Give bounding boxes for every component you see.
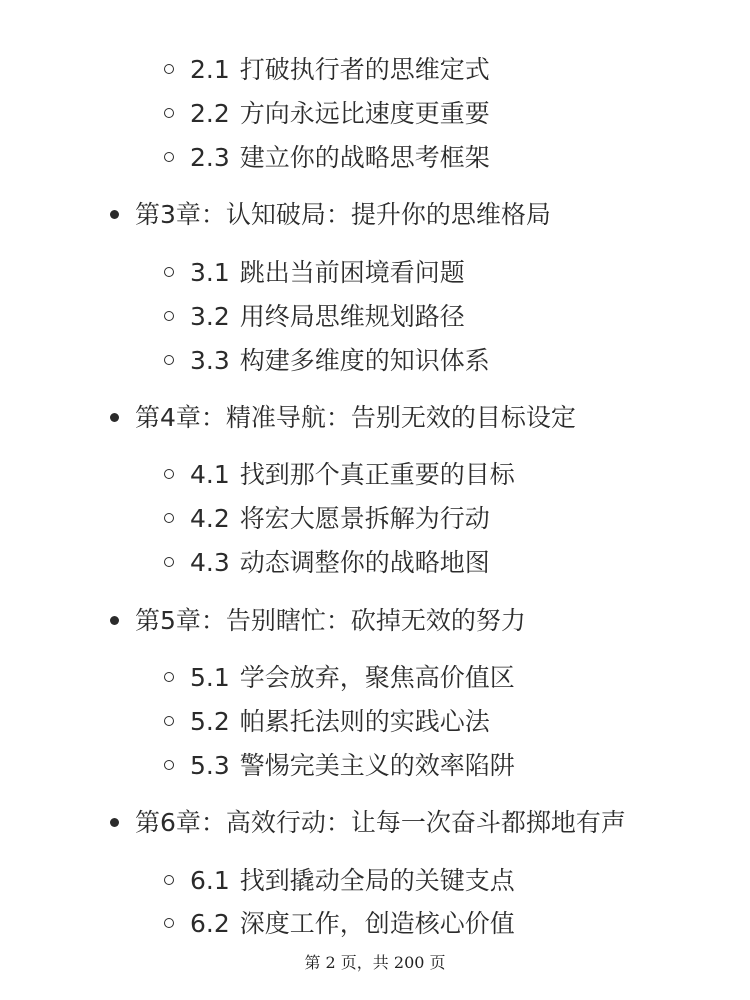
toc-subsection-title: 帕累托法则的实践心法 [239, 707, 490, 736]
toc-subsection-2-2[interactable] [164, 94, 490, 134]
toc-subsection-number: 5.3 [190, 751, 230, 780]
filled-bullet-icon [110, 210, 119, 219]
hollow-bullet-icon [164, 355, 174, 365]
toc-subsection-number: 4.2 [190, 504, 230, 533]
filled-bullet-icon [110, 818, 119, 827]
hollow-bullet-icon [164, 716, 174, 726]
toc-subsection-5-1[interactable] [164, 658, 515, 698]
toc-subsection-title: 找到撬动全局的关键支点 [239, 866, 515, 895]
hollow-bullet-icon [164, 918, 174, 928]
toc-subsection-number: 2.2 [190, 99, 230, 128]
toc-chapter-5[interactable] [110, 601, 526, 641]
toc-chapter-title: 第5章：告别瞎忙：砍掉无效的努力 [135, 606, 526, 635]
filled-bullet-icon [110, 616, 119, 625]
toc-subsection-3-3[interactable] [164, 341, 490, 381]
toc-subsection-4-3[interactable] [164, 543, 490, 583]
toc-subsection-title: 深度工作，创造核心价值 [239, 909, 515, 938]
toc-subsection-number: 3.3 [190, 346, 230, 375]
hollow-bullet-icon [164, 557, 174, 567]
toc-subsection-title: 警惕完美主义的效率陷阱 [239, 751, 515, 780]
toc-subsection-number: 6.1 [190, 866, 230, 895]
hollow-bullet-icon [164, 108, 174, 118]
toc-subsection-title: 找到那个真正重要的目标 [239, 460, 515, 489]
toc-subsection-title: 跳出当前困境看问题 [239, 258, 465, 287]
hollow-bullet-icon [164, 64, 174, 74]
toc-chapter-3[interactable] [110, 195, 551, 235]
toc-subsection-5-3[interactable] [164, 746, 515, 786]
toc-chapter-4[interactable] [110, 398, 576, 438]
toc-subsection-number: 4.3 [190, 548, 230, 577]
toc-subsection-title: 打破执行者的思维定式 [239, 55, 490, 84]
toc-subsection-number: 2.1 [190, 55, 230, 84]
toc-subsection-number: 5.2 [190, 707, 230, 736]
page-number-footer: 第 2 页，共 200 页 [304, 953, 446, 972]
toc-chapter-title: 第4章：精准导航：告别无效的目标设定 [135, 403, 576, 432]
toc-subsection-title: 建立你的战略思考框架 [239, 143, 490, 172]
toc-subsection-4-2[interactable] [164, 499, 490, 539]
toc-subsection-title: 方向永远比速度更重要 [239, 99, 490, 128]
toc-subsection-title: 将宏大愿景拆解为行动 [239, 504, 490, 533]
toc-subsection-number: 2.3 [190, 143, 230, 172]
toc-subsection-2-1[interactable] [164, 50, 490, 90]
hollow-bullet-icon [164, 672, 174, 682]
toc-subsection-title: 用终局思维规划路径 [239, 302, 465, 331]
hollow-bullet-icon [164, 152, 174, 162]
hollow-bullet-icon [164, 875, 174, 885]
toc-subsection-number: 6.2 [190, 909, 230, 938]
toc-subsection-title: 构建多维度的知识体系 [239, 346, 490, 375]
hollow-bullet-icon [164, 469, 174, 479]
toc-chapter-title: 第3章：认知破局：提升你的思维格局 [135, 200, 551, 229]
hollow-bullet-icon [164, 267, 174, 277]
toc-chapter-title: 第6章：高效行动：让每一次奋斗都掷地有声 [135, 808, 626, 837]
toc-subsection-5-2[interactable] [164, 702, 490, 742]
filled-bullet-icon [110, 413, 119, 422]
toc-subsection-number: 4.1 [190, 460, 230, 489]
toc-subsection-2-3[interactable] [164, 138, 490, 178]
toc-subsection-3-2[interactable] [164, 297, 465, 337]
hollow-bullet-icon [164, 513, 174, 523]
toc-subsection-number: 3.2 [190, 302, 230, 331]
toc-subsection-title: 学会放弃，聚焦高价值区 [239, 663, 515, 692]
hollow-bullet-icon [164, 311, 174, 321]
toc-subsection-4-1[interactable] [164, 455, 515, 495]
hollow-bullet-icon [164, 760, 174, 770]
toc-subsection-6-2[interactable] [164, 904, 515, 944]
toc-subsection-number: 3.1 [190, 258, 230, 287]
toc-subsection-title: 动态调整你的战略地图 [239, 548, 490, 577]
toc-subsection-6-1[interactable] [164, 861, 515, 901]
toc-subsection-3-1[interactable] [164, 253, 465, 293]
toc-subsection-number: 5.1 [190, 663, 230, 692]
toc-chapter-6[interactable] [110, 803, 626, 843]
